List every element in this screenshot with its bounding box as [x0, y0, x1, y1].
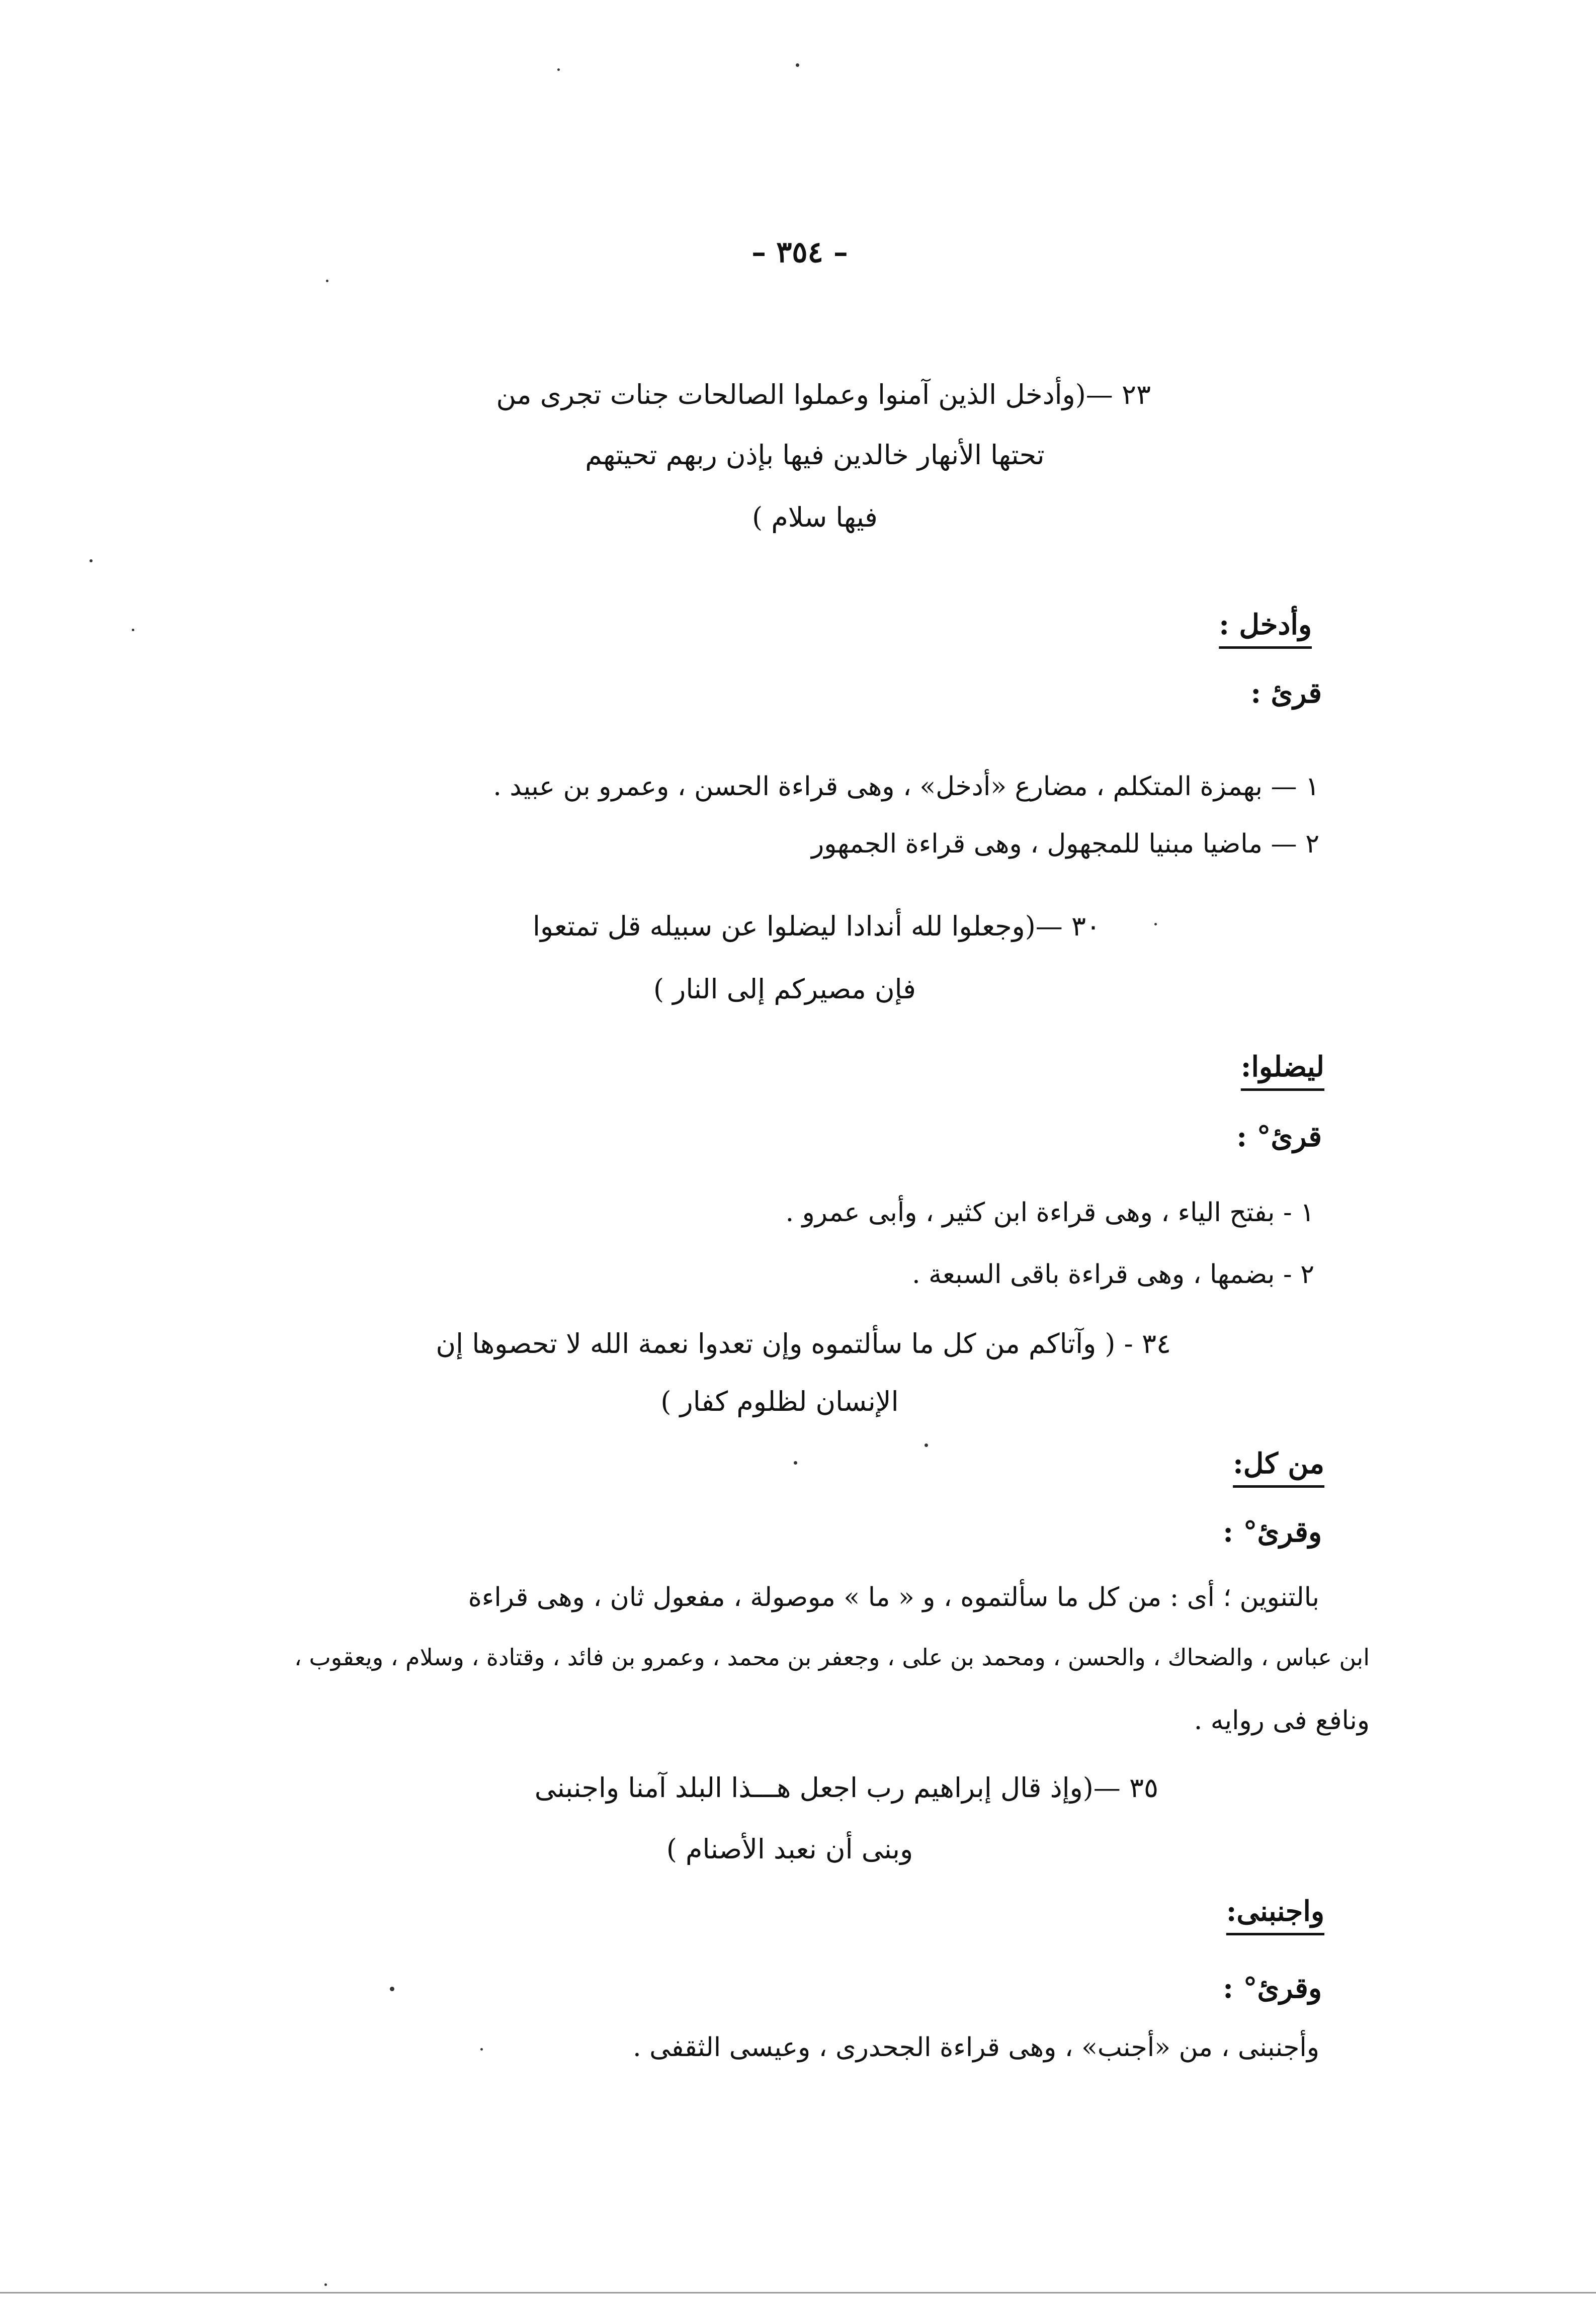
- scan-speck: [925, 1443, 928, 1447]
- verse-30-line-2: فإن مصيركم إلى النار ): [653, 973, 916, 1005]
- scan-speck: [794, 1461, 797, 1465]
- scan-speck: [326, 280, 328, 282]
- verse-35-line-2: وبنى أن نعبد الأصنام ): [666, 1833, 913, 1865]
- reading-23-item-2: ٢ — ماضيا مبنيا للمجهول ، وهى قراءة الجمهور: [811, 829, 1319, 859]
- scan-speck: [132, 629, 134, 631]
- paragraph-34-line-2: ابن عباس ، والضحاك ، والحسن ، ومحمد بن على ، وجعفر بن محمد ، وعمرو بن فائد ، وقتادة ، وسلام ، ويعقوب ،: [294, 1644, 1370, 1671]
- scan-speck: [557, 68, 560, 71]
- verse-23-line-3: فيها سلام ): [752, 501, 878, 533]
- paragraph-34-line-1: بالتنوين ؛ أى : من كل ما سألتموه ، و « ما » موصولة ، مفعول ثان ، وهى قراءة: [468, 1582, 1319, 1612]
- reading-23-item-1: ١ — بهمزة المتكلم ، مضارع «أدخل» ، وهى قراءة الحسن ، وعمرو بن عبيد .: [493, 772, 1319, 802]
- reading-30-item-1: ١ - بفتح الياء ، وهى قراءة ابن كثير ، وأبى عمرو .: [785, 1198, 1314, 1228]
- scan-speck: [324, 2283, 327, 2286]
- page-number: – ٣٥٤ –: [751, 235, 848, 269]
- verse-34-line-2: الإنسان لظلوم كفار ): [660, 1386, 899, 1417]
- word-heading-wajnubni: واجنبنى:: [1226, 1895, 1324, 1928]
- word-heading-adkhil: وأدخل :: [1219, 608, 1312, 641]
- verse-30-line-1: ٣٠ —(وجعلوا لله أندادا ليضلوا عن سبيله قل تمتعوا: [533, 910, 1101, 942]
- scan-speck: [1154, 923, 1157, 925]
- scan-speck: [480, 2048, 483, 2051]
- verse-35-line-1: ٣٥ —(وإذ قال إبراهيم رب اجعل هـــذا البلد آمنا واجنبنى: [534, 1772, 1158, 1804]
- scan-speck: [390, 1987, 394, 1991]
- verse-23-line-2: تحتها الأنهار خالدين فيها بإذن ربهم تحيتهم: [585, 439, 1045, 471]
- verse-23-line-1: ٢٣ —(وأدخل الذين آمنوا وعملوا الصالحات جنات تجرى من: [496, 379, 1151, 410]
- scan-speck: [90, 559, 93, 562]
- reading-30-item-2: ٢ - بضمها ، وهى قراءة باقى السبعة .: [912, 1259, 1314, 1290]
- verse-34-line-1: ٣٤ - ( وآتاكم من كل ما سألتموه وإن تعدوا نعمة الله لا تحصوها إن: [436, 1328, 1171, 1359]
- paragraph-34-line-3: ونافع فى روايه .: [1194, 1706, 1370, 1736]
- scan-bottom-edge: [0, 2292, 1596, 2293]
- word-heading-min-kulli: من كل:: [1233, 1447, 1324, 1480]
- scan-speck: [796, 63, 799, 67]
- qurii-label-34: وقرئ° :: [1223, 1515, 1322, 1549]
- qurii-label-30: قرئ° :: [1236, 1120, 1322, 1153]
- reading-35: وأجنبنى ، من «أجنب» ، وهى قراءة الجحدرى ، وعيسى الثقفى .: [633, 2032, 1319, 2063]
- qurii-label-23: قرئ :: [1250, 676, 1322, 710]
- qurii-label-35: وقرئ° :: [1223, 1972, 1322, 2005]
- word-heading-liyudillu: ليضلوا:: [1240, 1050, 1324, 1083]
